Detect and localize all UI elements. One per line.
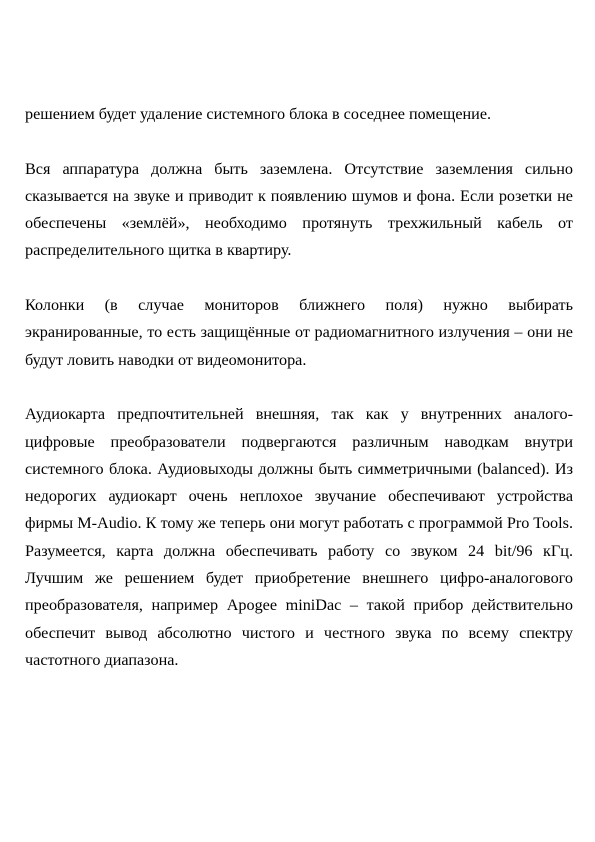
paragraph-4: Аудиокарта предпочтительней внешняя, так как у внутренних аналого-цифровые преобразователи подвергаются различным наводкам внутри системного блока. Аудиовыходы должны быть симметричными (balanced). Из недорогих аудиокарт очень неплохое звучание обеспечивают устройства фирмы M-Audio. К тому же теперь они могут работать с программой Pro Tools. Разумеется, карта должна обеспечивать работу со звуком 24 bit/96 кГц. Лучшим же решением будет приобретение внешнего цифро-аналогового преобразователя, например Apogee miniDac – такой прибор действительно обеспечит вывод абсолютно чистого и честного звука по всему спектру частотного диапазона. — [25, 405, 573, 669]
body-text — [25, 101, 573, 674]
paragraph-3: Колонки (в случае мониторов ближнего поля) нужно выбирать экранированные, то есть защищённые от радиомагнитного излучения – они не будут ловить наводки от видеомонитора. — [25, 296, 573, 369]
paragraph-2: Вся аппаратура должна быть заземлена. Отсутствие заземления сильно сказывается на звуке и приводит к появлению шумов и фона. Если розетки не обеспечены «землёй», необходимо протянуть трехжильный кабель от распределительного щитка в квартиру. — [25, 159, 573, 260]
paragraph-1: решением будет удаление системного блока в соседнее помещение. — [25, 105, 492, 123]
